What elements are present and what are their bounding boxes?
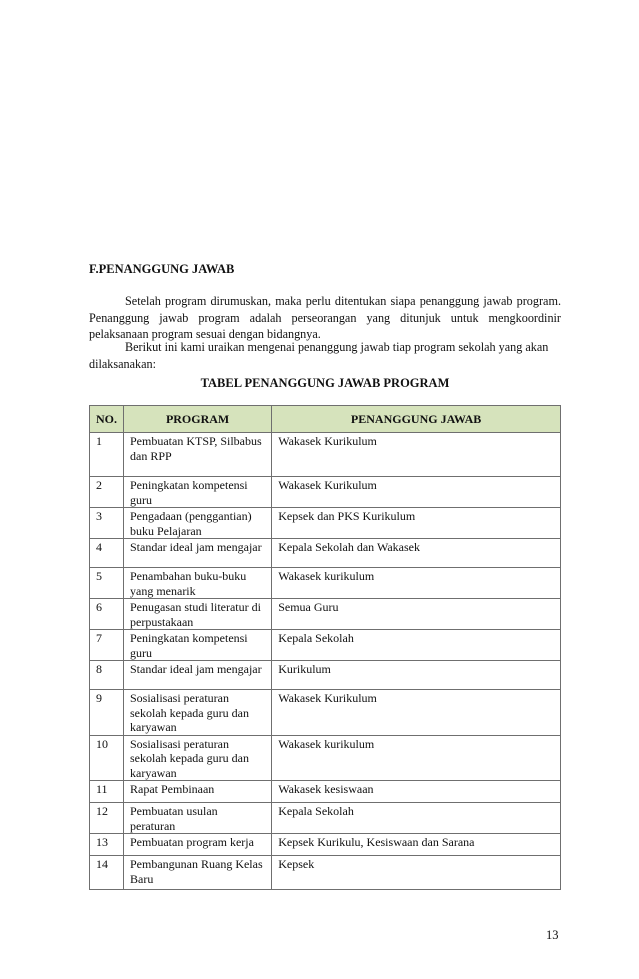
table-header-row [90,406,561,433]
row-program: Penugasan studi literatur di perpustakaan [124,599,272,630]
row-penanggung-jawab: Semua Guru [272,599,561,630]
row-number: 7 [90,630,124,661]
row-number: 10 [90,735,124,781]
table-row [90,599,561,630]
row-program: Sosialisasi peraturan sekolah kepada guru dan karyawan [124,735,272,781]
row-program: Standar ideal jam mengajar [124,539,272,568]
row-penanggung-jawab: Wakasek Kurikulum [272,433,561,477]
row-number: 3 [90,508,124,539]
header-penanggung-jawab: PENANGGUNG JAWAB [272,406,561,433]
row-number: 4 [90,539,124,568]
row-program: Standar ideal jam mengajar [124,661,272,690]
table-row [90,477,561,508]
row-program: Peningkatan kompetensi guru [124,630,272,661]
row-number: 6 [90,599,124,630]
row-number: 2 [90,477,124,508]
table-row [90,781,561,803]
table-row [90,834,561,856]
table-row [90,661,561,690]
row-penanggung-jawab: Wakasek Kurikulum [272,690,561,736]
row-penanggung-jawab: Wakasek kesiswaan [272,781,561,803]
row-program: Pembuatan KTSP, Silbabus dan RPP [124,433,272,477]
page-number: 13 [546,928,559,942]
row-number: 8 [90,661,124,690]
row-penanggung-jawab: Kepala Sekolah [272,803,561,834]
table-row [90,803,561,834]
section-heading: F.PENANGGUNG JAWAB [89,262,235,276]
table-title: TABEL PENANGGUNG JAWAB PROGRAM [200,376,450,390]
table-row [90,539,561,568]
row-program: Penambahan buku-buku yang menarik [124,568,272,599]
row-number: 13 [90,834,124,856]
intro-paragraph: Setelah program dirumuskan, maka perlu ditentukan siapa penanggung jawab program. Penanggung jawab program adalah perseorangan yang ditunjuk untuk mengkoordinir pelaksanaan program sesuai dengan bidangnya. [89,294,561,341]
table-row [90,433,561,477]
row-penanggung-jawab: Wakasek kurikulum [272,735,561,781]
row-penanggung-jawab: Kepala Sekolah dan Wakasek [272,539,561,568]
table-row [90,735,561,781]
row-number: 1 [90,433,124,477]
row-penanggung-jawab: Kepsek Kurikulu, Kesiswaan dan Sarana [272,834,561,856]
row-number: 14 [90,856,124,890]
row-number: 5 [90,568,124,599]
header-no: NO. [90,406,124,433]
description-paragraph: Berikut ini kami uraikan mengenai penanggung jawab tiap program sekolah yang akan dilaksanakan: [89,340,549,371]
row-program: Peningkatan kompetensi guru [124,477,272,508]
table-row [90,508,561,539]
row-penanggung-jawab: Wakasek kurikulum [272,568,561,599]
row-penanggung-jawab: Kepsek dan PKS Kurikulum [272,508,561,539]
row-program: Pembuatan usulan peraturan [124,803,272,834]
row-number: 11 [90,781,124,803]
row-program: Pembuatan program kerja [124,834,272,856]
row-program: Rapat Pembinaan [124,781,272,803]
table-row [90,630,561,661]
row-penanggung-jawab: Kepsek [272,856,561,890]
row-penanggung-jawab: Kepala Sekolah [272,630,561,661]
row-number: 9 [90,690,124,736]
table-body [90,433,561,890]
row-penanggung-jawab: Kurikulum [272,661,561,690]
header-program: PROGRAM [124,406,272,433]
row-program: Pengadaan (penggantian) buku Pelajaran [124,508,272,539]
row-number: 12 [90,803,124,834]
responsibility-table [89,405,561,890]
table-row [90,856,561,890]
row-program: Sosialisasi peraturan sekolah kepada guru dan karyawan [124,690,272,736]
row-program: Pembangunan Ruang Kelas Baru [124,856,272,890]
table-row [90,568,561,599]
table-row [90,690,561,736]
row-penanggung-jawab: Wakasek Kurikulum [272,477,561,508]
